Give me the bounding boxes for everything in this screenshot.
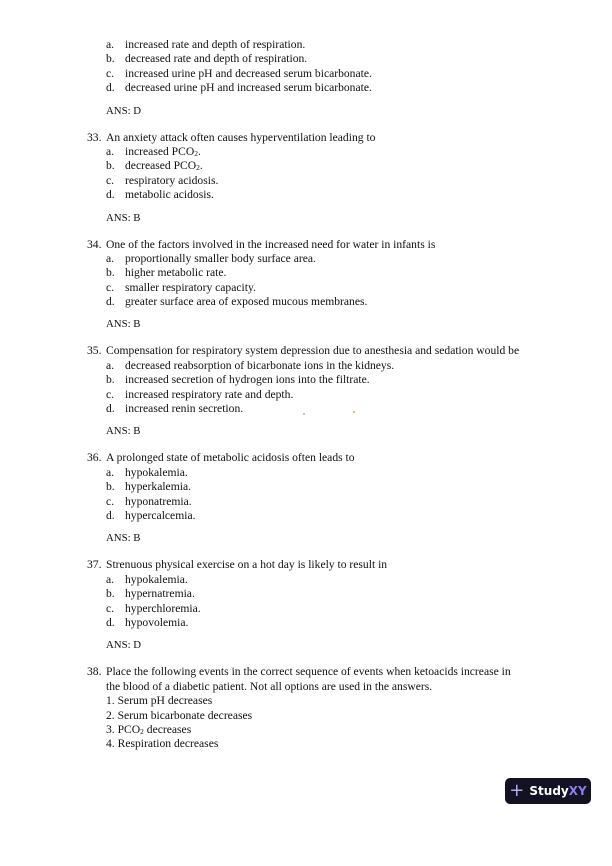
subscript: 2: [140, 726, 144, 736]
answer-option: [0, 295, 612, 309]
option-text: [106, 694, 212, 708]
question-stem: [0, 665, 612, 679]
option-text-main: increased PCO: [125, 144, 195, 158]
option-text-main: hypercalcemia.: [125, 508, 196, 522]
subscript: 2: [194, 148, 198, 158]
question-text: Place the following events in the correct sequence of events when ketoacids increase in: [106, 665, 511, 679]
answer-option: [0, 159, 612, 173]
option-text-main: hyponatremia.: [125, 494, 192, 508]
answer-key: [0, 424, 612, 438]
option-letter: a.: [106, 38, 115, 51]
answer-option: [0, 188, 612, 202]
logo-text-main: Study: [529, 784, 569, 798]
option-text-main: increased respiratory rate and depth.: [125, 387, 294, 401]
option-text-main: proportionally smaller body surface area.: [125, 251, 316, 265]
option-text: [125, 252, 316, 266]
question-text: Compensation for respiratory system depression due to anesthesia and sedation would be: [106, 344, 520, 358]
option-text: [125, 281, 256, 295]
answer-text: ANS: B: [106, 318, 141, 331]
answer-option: [0, 359, 612, 373]
question-stem: [0, 451, 612, 465]
option-letter: b.: [106, 266, 115, 280]
option-letter: d.: [106, 508, 115, 522]
answer-option: [0, 509, 612, 523]
question-stem: [0, 558, 612, 572]
answer-option: [0, 38, 612, 52]
answer-option: [0, 373, 612, 387]
option-text-main: decreased urine pH and increased serum bicarbonate.: [125, 81, 372, 95]
option-letter: d.: [106, 615, 115, 629]
option-letter: b.: [106, 480, 115, 494]
option-text-main: hypokalemia.: [125, 465, 188, 479]
option-text-main: respiratory acidosis.: [125, 173, 219, 187]
option-text: [125, 38, 305, 52]
option-letter: a.: [106, 465, 115, 479]
option-text-main: increased secretion of hydrogen ions into the filtrate.: [125, 373, 370, 387]
question-stem: [0, 344, 612, 358]
option-text-main: 4. Respiration decreases: [106, 737, 219, 751]
question-number: 37.: [87, 558, 102, 572]
option-text: [125, 52, 307, 66]
answer-option: [0, 602, 612, 616]
option-text: [125, 402, 243, 416]
option-text-main: hyperkalemia.: [125, 480, 191, 494]
answer-option: [0, 281, 612, 295]
logo-text: [529, 784, 586, 798]
option-text: [125, 266, 226, 280]
option-text-main: decreased reabsorption of bicarbonate ions in the kidneys.: [125, 358, 395, 372]
option-text: [125, 388, 293, 402]
option-letter: c.: [106, 601, 115, 615]
option-text: [125, 359, 394, 373]
option-text: [106, 709, 252, 723]
option-text: [125, 174, 218, 188]
option-letter: d.: [106, 81, 115, 95]
question-number: 34.: [87, 237, 102, 251]
option-letter: c.: [106, 173, 115, 187]
list-item: [0, 723, 612, 737]
question-text: Strenuous physical exercise on a hot day is likely to result in: [106, 558, 388, 572]
option-text: [125, 616, 188, 630]
option-text: [125, 573, 188, 587]
list-item: [0, 709, 612, 723]
option-text-main: 3. PCO: [106, 722, 141, 736]
artifact-dot: [353, 411, 355, 413]
answer-option: [0, 616, 612, 630]
answer-option: [0, 52, 612, 66]
option-text-main: higher metabolic rate.: [125, 266, 227, 280]
answer-key: [0, 211, 612, 225]
option-letter: a.: [106, 144, 115, 158]
question-number: 33.: [87, 130, 102, 144]
document-body: [0, 38, 612, 765]
option-text-main: greater surface area of exposed mucous membranes.: [125, 295, 368, 309]
option-letter: d.: [106, 402, 115, 416]
answer-option: [0, 388, 612, 402]
option-text: [125, 81, 372, 95]
question-block: [0, 451, 612, 545]
list-item: [0, 694, 612, 708]
option-text-main: hypernatremia.: [125, 587, 195, 601]
answer-option: [0, 480, 612, 494]
answer-text: ANS: D: [106, 104, 142, 117]
answer-key: [0, 638, 612, 652]
option-text-main: 2. Serum bicarbonate decreases: [106, 708, 253, 722]
plus-icon: +: [509, 780, 525, 801]
option-text-main: smaller respiratory capacity.: [125, 280, 256, 294]
option-letter: c.: [106, 66, 115, 80]
option-letter: d.: [106, 188, 115, 202]
question-text: An anxiety attack often causes hyperventilation leading to: [106, 130, 376, 144]
answer-option: [0, 573, 612, 587]
answer-option: [0, 402, 612, 416]
question-block: [0, 131, 612, 225]
option-text-suffix: decreases: [143, 722, 192, 736]
question-stem: [0, 238, 612, 252]
question-block: [0, 558, 612, 652]
question-text: A prolonged state of metabolic acidosis often leads to: [106, 451, 355, 465]
answer-option: [0, 495, 612, 509]
question-stem: [0, 131, 612, 145]
option-text-main: hypokalemia.: [125, 572, 188, 586]
answer-option: [0, 81, 612, 95]
answer-text: ANS: D: [106, 639, 142, 652]
option-text-main: hyperchloremia.: [125, 601, 201, 615]
option-letter: b.: [106, 587, 115, 601]
option-letter: a.: [106, 251, 115, 265]
option-letter: a.: [106, 358, 115, 372]
artifact-dot: [303, 413, 305, 415]
question-block-continued: [0, 38, 612, 118]
option-text-suffix: .: [199, 159, 203, 173]
question-text: the blood of a diabetic patient. Not all options are used in the answers.: [106, 679, 433, 693]
option-letter: c.: [106, 387, 115, 401]
answer-key: [0, 531, 612, 545]
question-block: [0, 344, 612, 438]
option-text: [125, 67, 372, 81]
answer-text: ANS: B: [106, 532, 141, 545]
answer-option: [0, 67, 612, 81]
option-letter: b.: [106, 159, 115, 173]
option-letter: b.: [106, 52, 115, 66]
option-text: [125, 587, 195, 601]
option-text: [125, 480, 191, 494]
question-block: [0, 238, 612, 332]
answer-text: ANS: B: [106, 425, 141, 438]
answer-option: [0, 252, 612, 266]
answer-option: [0, 145, 612, 159]
option-letter: a.: [106, 572, 115, 586]
option-text-main: hypovolemia.: [125, 615, 189, 629]
option-text-main: increased renin secretion.: [125, 402, 244, 416]
option-text: [125, 373, 370, 387]
option-text: [125, 466, 188, 480]
subscript: 2: [196, 163, 200, 173]
option-text: [125, 295, 367, 309]
option-letter: d.: [106, 295, 115, 309]
answer-key: [0, 104, 612, 118]
option-text: [125, 509, 196, 523]
studyxy-logo[interactable]: [505, 778, 591, 804]
question-number: 38.: [87, 665, 102, 679]
option-text-main: 1. Serum pH decreases: [106, 694, 213, 708]
option-letter: c.: [106, 280, 115, 294]
answer-key: [0, 317, 612, 331]
option-text: [106, 737, 218, 751]
answer-text: ANS: B: [106, 211, 141, 224]
answer-option: [0, 266, 612, 280]
option-letter: b.: [106, 373, 115, 387]
option-letter: c.: [106, 494, 115, 508]
answer-option: [0, 174, 612, 188]
answer-option: [0, 466, 612, 480]
option-text: [125, 188, 214, 202]
answer-option: [0, 587, 612, 601]
question-stem: [0, 680, 612, 694]
option-text-main: metabolic acidosis.: [125, 188, 214, 202]
question-number: 36.: [87, 451, 102, 465]
logo-text-accent: XY: [568, 784, 587, 798]
option-text: [125, 602, 201, 616]
question-block: [0, 665, 612, 751]
option-text-main: decreased rate and depth of respiration.: [125, 52, 308, 66]
option-text-main: increased rate and depth of respiration.: [125, 38, 306, 51]
option-text-main: decreased PCO: [125, 159, 197, 173]
question-text: One of the factors involved in the increased need for water in infants is: [106, 237, 436, 251]
option-text: [125, 495, 192, 509]
option-text-main: increased urine pH and decreased serum bicarbonate.: [125, 66, 372, 80]
list-item: [0, 737, 612, 751]
option-text-suffix: .: [197, 144, 201, 158]
question-number: 35.: [87, 344, 102, 358]
